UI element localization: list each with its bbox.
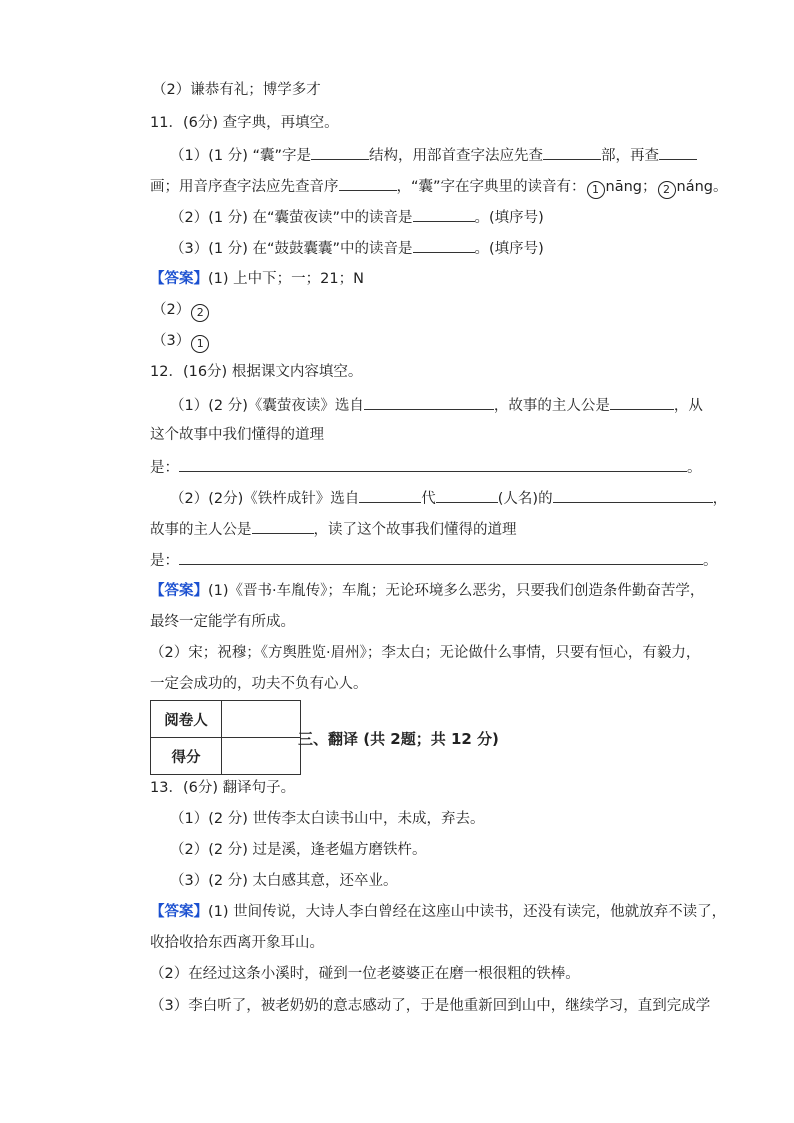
q12-answer-2b: 一定会成功的，功夫不负有心人。 (150, 676, 368, 692)
q12-author-blank[interactable] (436, 487, 498, 503)
q12-p2-text-a: （2）(2分)《铁杵成针》选自 (170, 491, 360, 507)
q11-structure-blank[interactable] (311, 144, 369, 160)
q12-part1-line3 (150, 456, 702, 478)
reviewer-cell[interactable] (222, 701, 301, 738)
q12-protagonist-blank[interactable] (610, 394, 674, 410)
q11-answer-2 (152, 300, 210, 322)
q12-p2-text-c: (人名)的 (497, 491, 553, 507)
q12-p2-text-h: 。 (703, 553, 718, 569)
score-table (150, 700, 301, 775)
q12-p2-text-f: ，读了这个故事我们懂得的道理 (313, 522, 517, 538)
score-label: 得分 (151, 738, 222, 775)
q12-part2-line2 (150, 518, 517, 540)
q12-part1-line1 (170, 394, 703, 416)
q11-p2-blank[interactable] (413, 206, 475, 222)
q12-part2-line1 (170, 487, 727, 509)
q11-p1-text-a: （1）(1 分) “囊”字是 (170, 148, 312, 164)
q13-part2: （2）(2 分) 过是溪，逢老媪方磨铁杵。 (170, 842, 427, 858)
q12-p2-text-d: ， (712, 491, 728, 507)
q13-part1: （1）(2 分) 世传李太白读书山中，未成，弃去。 (170, 811, 485, 827)
q12-part1-line2: 这个故事中我们懂得的道理 (150, 427, 324, 443)
q11-p3-text-b: 。(填序号) (474, 241, 544, 257)
q11-part2 (170, 206, 544, 228)
q13-answer-1a (150, 902, 726, 922)
q12-answer-2a: （2）宋；祝穆；《方舆胜览·眉州》；李太白；无论做什么事情，只要有恒心，有毅力， (150, 645, 701, 661)
q12-heading: 12．(16分) 根据课文内容填空。 (150, 364, 363, 380)
q11-part1-line2 (150, 175, 728, 199)
q13-answer-1b: 收拾收拾东西离开象耳山。 (150, 935, 324, 951)
q12-part2-line3 (150, 549, 718, 571)
section-heading: 三、翻译 (共 2题；共 12 分) (298, 730, 499, 748)
q12-p2-protagonist-blank[interactable] (252, 518, 314, 534)
q11-answer-2-prefix: （2） (152, 302, 191, 318)
q11-stroke-blank[interactable] (659, 144, 697, 160)
q13-part3: （3）(2 分) 太白感其意，还卒业。 (170, 873, 398, 889)
circled-number-1: 1 (587, 181, 605, 199)
q12-p2-text-g: 是： (150, 553, 179, 569)
q12-p2-text-e: 故事的主人公是 (150, 522, 252, 538)
reviewer-label: 阅卷人 (151, 701, 222, 738)
q12-p1-text-b: ，故事的主人公是 (493, 398, 610, 414)
q13-answer-3: （3）李白听了，被老奶奶的意志感动了，于是他重新回到山中，继续学习，直到完成学 (150, 998, 711, 1014)
q11-part1-line1 (170, 144, 697, 166)
q11-end: 。 (713, 179, 728, 195)
q11-p3-blank[interactable] (413, 237, 475, 253)
answer-label: 【答案】 (150, 271, 208, 287)
q11-heading: 11．(6分) 查字典，再填空。 (150, 115, 339, 131)
circled-number-1: 1 (191, 335, 209, 353)
q13-answer-2: （2）在经过这条小溪时，碰到一位老婆婆正在磨一根很粗的铁棒。 (150, 966, 580, 982)
q11-p2-text-a: （2）(1 分) 在“囊萤夜读”中的读音是 (170, 210, 413, 226)
q11-p2-text-b: 。(填序号) (474, 210, 544, 226)
q11-reading-1: nāng (605, 179, 643, 195)
q12-p1-text-c: ，从 (673, 398, 703, 414)
q12-p2-lesson-blank[interactable] (179, 549, 703, 565)
q12-p1-text-a: （1）(2 分)《囊萤夜读》选自 (170, 398, 364, 414)
q12-p1-text-e: 是： (150, 460, 179, 476)
q11-p1-text-b: 结构，用部首查字法应先查 (369, 148, 544, 164)
q12-answer-1b: 最终一定能学有所成。 (150, 614, 295, 630)
q11-part3 (170, 237, 544, 259)
q12-lesson-blank[interactable] (179, 456, 687, 472)
q11-p1-text-e: ，“囊”字在字典里的读音有： (396, 179, 586, 195)
circled-number-2: 2 (658, 181, 676, 199)
q12-answer-1-text: (1)《晋书·车胤传》；车胤；无论环境多么恶劣，只要我们创造条件勤奋苦学， (208, 583, 705, 599)
q12-source-blank[interactable] (364, 394, 494, 410)
q11-answer-1: (1) 上中下；一；21；N (208, 271, 364, 287)
q12-p1-text-f: 。 (687, 460, 702, 476)
q13-answer-1-text: (1) 世间传说，大诗人李白曾经在这座山中读书，还没有读完，他就放弃不读了， (208, 904, 727, 920)
q12-p2-text-b: 代 (421, 491, 436, 507)
answer-label: 【答案】 (150, 583, 208, 599)
q11-p3-text-a: （3）(1 分) 在“鼓鼓囊囊”中的读音是 (170, 241, 413, 257)
q11-initial-blank[interactable] (339, 175, 397, 191)
q13-heading: 13．(6分) 翻译句子。 (150, 780, 296, 796)
q11-answer-3 (152, 331, 210, 353)
prev-answer-part2: （2）谦恭有礼；博学多才 (152, 82, 321, 98)
q11-p1-text-c: 部，再查 (601, 148, 660, 164)
q11-answer (150, 269, 364, 289)
score-cell[interactable] (222, 738, 301, 775)
circled-number-2: 2 (191, 304, 209, 322)
q11-answer-3-prefix: （3） (152, 333, 191, 349)
q11-radical-blank[interactable] (543, 144, 601, 160)
q11-reading-2: náng (676, 179, 713, 195)
answer-label: 【答案】 (150, 904, 208, 920)
q12-dynasty-blank[interactable] (359, 487, 421, 503)
q12-answer-1a (150, 581, 704, 601)
q12-book-blank[interactable] (553, 487, 713, 503)
q11-separator: ； (642, 179, 657, 195)
q11-p1-text-d: 画；用音序查字法应先查音序 (150, 179, 339, 195)
